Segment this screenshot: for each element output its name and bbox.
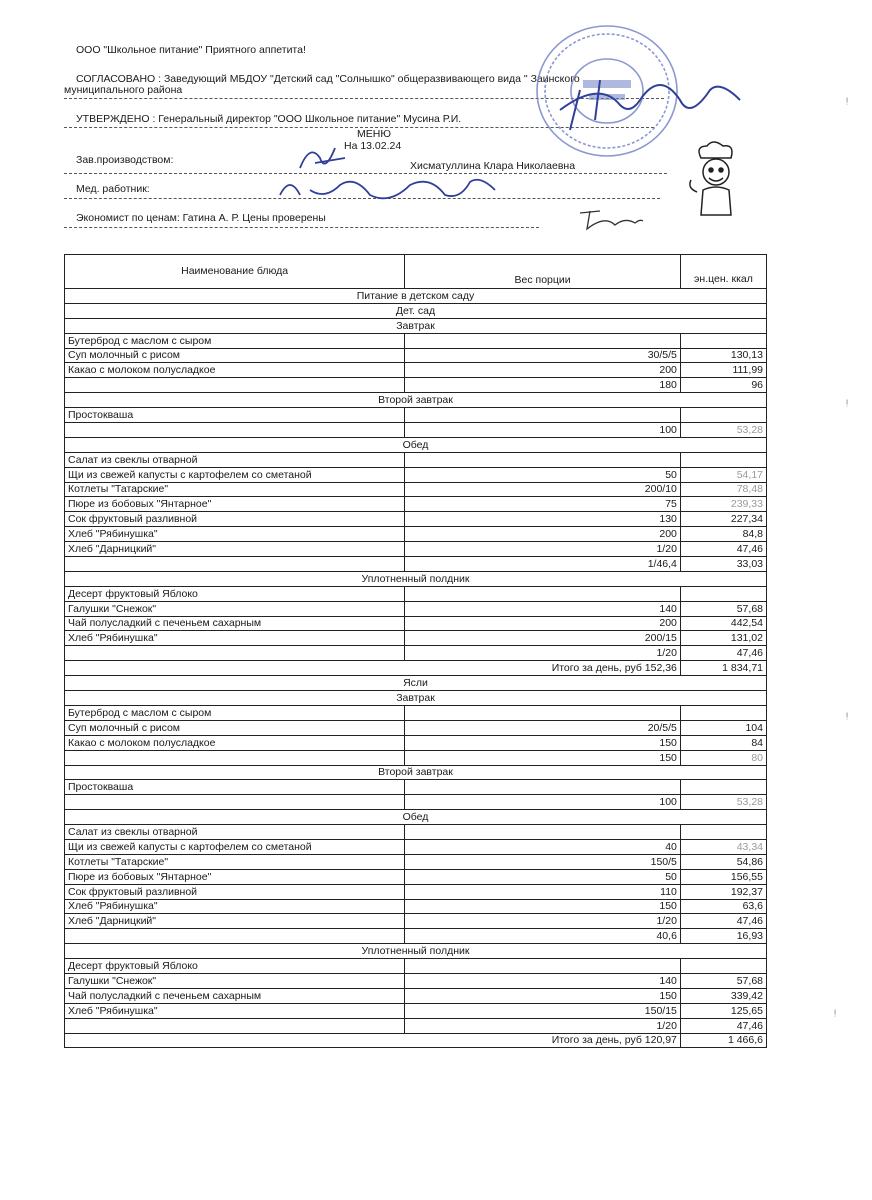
- portion-weight-cell: 140: [405, 601, 681, 616]
- portion-weight-cell: [405, 825, 681, 840]
- energy-value-cell: 53,28: [680, 795, 766, 810]
- dish-name-cell: Салат из свеклы отварной: [65, 452, 405, 467]
- table-row: [65, 527, 767, 542]
- dish-name-cell: Пюре из бобовых "Янтарное": [65, 497, 405, 512]
- energy-value-cell: [680, 408, 766, 423]
- total-energy: 1 466,6: [680, 1033, 766, 1048]
- energy-value-cell: 47,46: [680, 646, 766, 661]
- portion-weight-cell: 200/15: [405, 631, 681, 646]
- table-row: [65, 795, 767, 810]
- energy-value-cell: [680, 780, 766, 795]
- portion-weight-cell: 100: [405, 423, 681, 438]
- energy-value-cell: [680, 586, 766, 601]
- portion-weight-cell: 130: [405, 512, 681, 527]
- table-row: [65, 825, 767, 840]
- dish-name-cell: Хлеб "Рябинушка": [65, 899, 405, 914]
- portion-weight-cell: 1/20: [405, 542, 681, 557]
- energy-value-cell: 96: [680, 378, 766, 393]
- portion-weight-cell: 100: [405, 795, 681, 810]
- portion-weight-cell: [405, 408, 681, 423]
- portion-weight-cell: 200/10: [405, 482, 681, 497]
- section-title: Обед: [65, 437, 767, 452]
- portion-weight-cell: 1/20: [405, 1018, 681, 1033]
- table-row: [65, 348, 767, 363]
- dish-name-cell: Суп молочный с рисом: [65, 348, 405, 363]
- dish-name-cell: Сок фруктовый разливной: [65, 512, 405, 527]
- energy-value-cell: 57,68: [680, 973, 766, 988]
- dish-name-cell: Какао с молоком полусладкое: [65, 735, 405, 750]
- section-row: [65, 676, 767, 691]
- table-row: [65, 616, 767, 631]
- energy-value-cell: 239,33: [680, 497, 766, 512]
- production-label: Зав.производством:: [76, 154, 174, 166]
- section-row: [65, 810, 767, 825]
- energy-value-cell: 227,34: [680, 512, 766, 527]
- dish-name-cell: Чай полусладкий с печеньем сахарным: [65, 988, 405, 1003]
- economist-line: Экономист по ценам: Гатина А. Р. Цены проверены: [76, 212, 326, 224]
- table-row: [65, 705, 767, 720]
- dish-name-cell: Щи из свежей капусты с картофелем со сметаной: [65, 467, 405, 482]
- table-row: [65, 988, 767, 1003]
- portion-weight-cell: [405, 452, 681, 467]
- energy-value-cell: 16,93: [680, 929, 766, 944]
- dish-name-cell: [65, 646, 405, 661]
- table-row: [65, 378, 767, 393]
- energy-value-cell: 54,86: [680, 854, 766, 869]
- dish-name-cell: Сок фруктовый разливной: [65, 884, 405, 899]
- table-row: [65, 467, 767, 482]
- section-row: [65, 393, 767, 408]
- menu-table-body: [65, 255, 767, 1048]
- table-row: [65, 914, 767, 929]
- section-row: [65, 765, 767, 780]
- dish-name-cell: Пюре из бобовых "Янтарное": [65, 869, 405, 884]
- portion-weight-cell: 140: [405, 973, 681, 988]
- table-row: [65, 720, 767, 735]
- scan-mark: ᵎ: [846, 93, 849, 109]
- energy-value-cell: [680, 452, 766, 467]
- energy-value-cell: 57,68: [680, 601, 766, 616]
- table-row: [65, 646, 767, 661]
- table-row: [65, 333, 767, 348]
- total-energy: 1 834,71: [680, 661, 766, 676]
- table-row: [65, 869, 767, 884]
- dish-name-cell: Чай полусладкий с печеньем сахарным: [65, 616, 405, 631]
- portion-weight-cell: 40,6: [405, 929, 681, 944]
- portion-weight-cell: [405, 705, 681, 720]
- dish-name-cell: Хлеб "Рябинушка": [65, 1003, 405, 1018]
- table-row: [65, 854, 767, 869]
- table-row: [65, 1018, 767, 1033]
- dish-name-cell: Хлеб "Дарницкий": [65, 542, 405, 557]
- table-row: [65, 542, 767, 557]
- section-title: Завтрак: [65, 691, 767, 706]
- energy-value-cell: 442,54: [680, 616, 766, 631]
- portion-weight-cell: 50: [405, 467, 681, 482]
- portion-weight-cell: 1/20: [405, 914, 681, 929]
- portion-weight-cell: [405, 959, 681, 974]
- portion-weight-cell: 150/15: [405, 1003, 681, 1018]
- section-title: Питание в детском саду: [65, 289, 767, 304]
- section-row: [65, 691, 767, 706]
- table-row: [65, 408, 767, 423]
- total-label: Итого за день, руб 152,36: [65, 661, 681, 676]
- dish-name-cell: Котлеты "Татарские": [65, 482, 405, 497]
- portion-weight-cell: 1/20: [405, 646, 681, 661]
- section-title: Второй завтрак: [65, 765, 767, 780]
- portion-weight-cell: 150: [405, 988, 681, 1003]
- energy-value-cell: 339,42: [680, 988, 766, 1003]
- table-row: [65, 1003, 767, 1018]
- table-row: [65, 512, 767, 527]
- energy-value-cell: [680, 825, 766, 840]
- portion-weight-cell: 30/5/5: [405, 348, 681, 363]
- portion-weight-cell: 1/46,4: [405, 557, 681, 572]
- section-row: [65, 318, 767, 333]
- section-title: Уплотненный полдник: [65, 944, 767, 959]
- scan-mark: ᵎ: [846, 708, 849, 724]
- production-name: Хисматуллина Клара Николаевна: [410, 160, 576, 172]
- energy-value-cell: 47,46: [680, 914, 766, 929]
- table-row: [65, 780, 767, 795]
- menu-date: На 13.02.24: [344, 140, 402, 152]
- economist-signature: [575, 205, 645, 233]
- dish-name-cell: Хлеб "Рябинушка": [65, 527, 405, 542]
- section-title: Ясли: [65, 676, 767, 691]
- energy-value-cell: 131,02: [680, 631, 766, 646]
- portion-weight-cell: [405, 780, 681, 795]
- agreed-line-1: СОГЛАСОВАНО : Заведующий МБДОУ "Детский сад "Солнышко" общеразвивающего вида " Заинского: [76, 73, 580, 85]
- total-row: [65, 1033, 767, 1048]
- dish-name-cell: Десерт фруктовый Яблоко: [65, 959, 405, 974]
- portion-weight-cell: 150: [405, 735, 681, 750]
- dish-name-cell: Суп молочный с рисом: [65, 720, 405, 735]
- table-row: [65, 735, 767, 750]
- table-row: [65, 423, 767, 438]
- dish-name-cell: Бутерброд с маслом с сыром: [65, 705, 405, 720]
- section-row: [65, 289, 767, 304]
- company-line: ООО "Школьное питание" Приятного аппетита!: [76, 44, 306, 56]
- director-signature: [540, 60, 750, 140]
- energy-value-cell: 43,34: [680, 839, 766, 854]
- section-row: [65, 571, 767, 586]
- table-row: [65, 631, 767, 646]
- dish-name-cell: [65, 378, 405, 393]
- table-row: [65, 973, 767, 988]
- dish-name-cell: [65, 423, 405, 438]
- energy-value-cell: 63,6: [680, 899, 766, 914]
- section-row: [65, 944, 767, 959]
- table-row: [65, 839, 767, 854]
- table-row: [65, 750, 767, 765]
- portion-weight-cell: 150: [405, 750, 681, 765]
- scan-mark: ᵎ: [834, 1005, 837, 1021]
- section-title: Второй завтрак: [65, 393, 767, 408]
- dish-name-cell: Котлеты "Татарские": [65, 854, 405, 869]
- energy-value-cell: 130,13: [680, 348, 766, 363]
- table-row: [65, 929, 767, 944]
- table-row: [65, 452, 767, 467]
- energy-value-cell: 54,17: [680, 467, 766, 482]
- portion-weight-cell: 200: [405, 616, 681, 631]
- portion-weight-cell: 110: [405, 884, 681, 899]
- table-row: [65, 363, 767, 378]
- dish-name-cell: Щи из свежей капусты с картофелем со сметаной: [65, 839, 405, 854]
- portion-weight-cell: [405, 333, 681, 348]
- portion-weight-cell: 200: [405, 363, 681, 378]
- energy-value-cell: [680, 705, 766, 720]
- portion-weight-cell: 150: [405, 899, 681, 914]
- dish-name-cell: Галушки "Снежок": [65, 973, 405, 988]
- dish-name-cell: Простокваша: [65, 780, 405, 795]
- energy-value-cell: 78,48: [680, 482, 766, 497]
- table-row: [65, 557, 767, 572]
- energy-value-cell: 47,46: [680, 1018, 766, 1033]
- energy-value-cell: 33,03: [680, 557, 766, 572]
- table-row: [65, 899, 767, 914]
- energy-value-cell: 53,28: [680, 423, 766, 438]
- menu-table: [64, 254, 767, 1048]
- portion-weight-cell: 200: [405, 527, 681, 542]
- portion-weight-cell: 20/5/5: [405, 720, 681, 735]
- dish-name-cell: Какао с молоком полусладкое: [65, 363, 405, 378]
- energy-value-cell: 104: [680, 720, 766, 735]
- section-title: Обед: [65, 810, 767, 825]
- dish-name-cell: Галушки "Снежок": [65, 601, 405, 616]
- energy-value-cell: 84: [680, 735, 766, 750]
- energy-value-cell: 156,55: [680, 869, 766, 884]
- dish-name-cell: Бутерброд с маслом с сыром: [65, 333, 405, 348]
- column-header-weight: Вес порции: [405, 255, 681, 289]
- dish-name-cell: Простокваша: [65, 408, 405, 423]
- total-label: Итого за день, руб 120,97: [65, 1033, 681, 1048]
- menu-title: МЕНЮ: [357, 128, 391, 140]
- dish-name-cell: Салат из свеклы отварной: [65, 825, 405, 840]
- table-row: [65, 482, 767, 497]
- energy-value-cell: [680, 333, 766, 348]
- dish-name-cell: [65, 557, 405, 572]
- section-title: Уплотненный полдник: [65, 571, 767, 586]
- table-row: [65, 959, 767, 974]
- divider: [64, 227, 539, 228]
- medic-label: Мед. работник:: [76, 183, 150, 195]
- portion-weight-cell: [405, 586, 681, 601]
- table-row: [65, 601, 767, 616]
- energy-value-cell: 192,37: [680, 884, 766, 899]
- portion-weight-cell: 40: [405, 839, 681, 854]
- section-title: Дет. сад: [65, 303, 767, 318]
- chef-logo-icon: [685, 140, 747, 220]
- dish-name-cell: Десерт фруктовый Яблоко: [65, 586, 405, 601]
- portion-weight-cell: 150/5: [405, 854, 681, 869]
- dish-name-cell: [65, 750, 405, 765]
- approved-line: УТВЕРЖДЕНО : Генеральный директор "ООО Школьное питание" Мусина Р.И.: [76, 113, 462, 125]
- dish-name-cell: [65, 929, 405, 944]
- dish-name-cell: Хлеб "Дарницкий": [65, 914, 405, 929]
- table-row: [65, 586, 767, 601]
- total-row: [65, 661, 767, 676]
- section-row: [65, 303, 767, 318]
- agreed-line-2: муниципального района: [64, 84, 183, 96]
- dish-name-cell: [65, 1018, 405, 1033]
- table-row: [65, 497, 767, 512]
- energy-value-cell: 84,8: [680, 527, 766, 542]
- energy-value-cell: 111,99: [680, 363, 766, 378]
- column-header-dish: Наименование блюда: [65, 255, 405, 289]
- section-title: Завтрак: [65, 318, 767, 333]
- portion-weight-cell: 75: [405, 497, 681, 512]
- scan-mark: ᵎ: [846, 395, 849, 411]
- table-header-row: [65, 255, 767, 289]
- energy-value-cell: [680, 959, 766, 974]
- energy-value-cell: 47,46: [680, 542, 766, 557]
- energy-value-cell: 125,65: [680, 1003, 766, 1018]
- dish-name-cell: Хлеб "Рябинушка": [65, 631, 405, 646]
- energy-value-cell: 80: [680, 750, 766, 765]
- portion-weight-cell: 50: [405, 869, 681, 884]
- portion-weight-cell: 180: [405, 378, 681, 393]
- table-row: [65, 884, 767, 899]
- medic-signature: [270, 170, 500, 210]
- dish-name-cell: [65, 795, 405, 810]
- column-header-energy: эн.цен. ккал: [680, 255, 766, 289]
- section-row: [65, 437, 767, 452]
